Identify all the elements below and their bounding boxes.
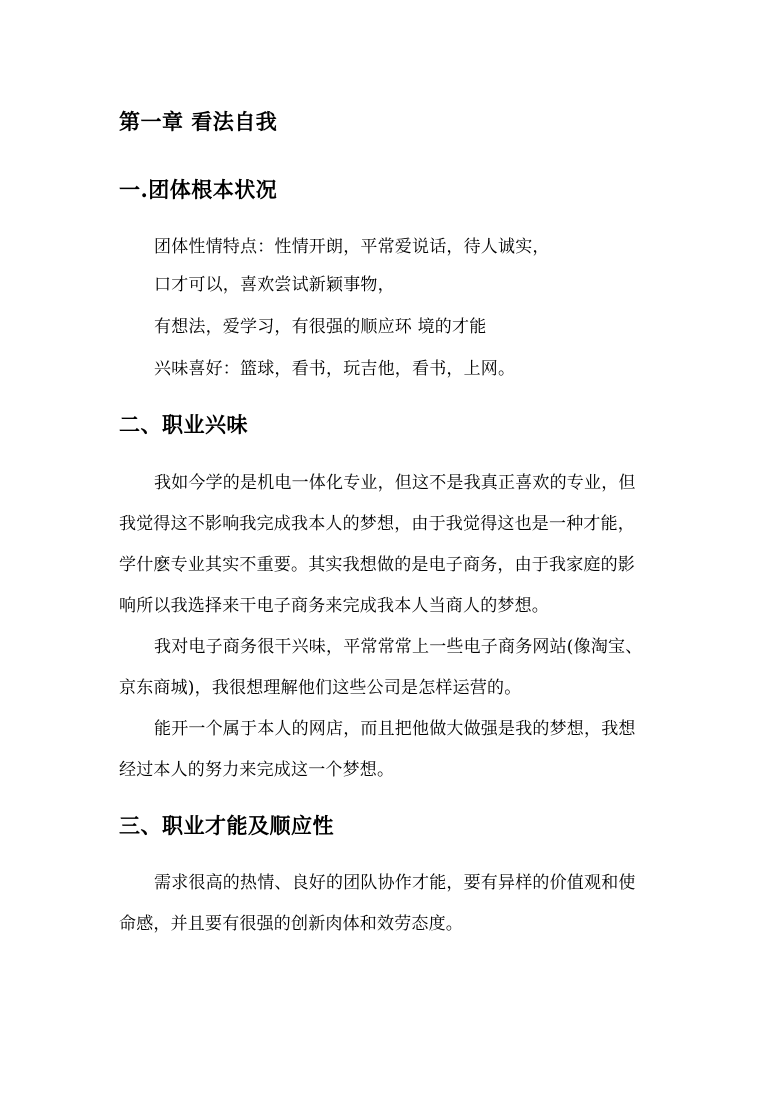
section-heading-basic-info: 一.团体根本状况 xyxy=(119,177,278,202)
section1-line: 兴味喜好：篮球，看书，玩吉他，看书，上网。 xyxy=(154,359,516,379)
paragraph-line: 经过本人的努力来完成这一个梦想。 xyxy=(119,760,395,780)
paragraph-line: 学什麽专业其实不重要。其实我想做的是电子商务，由于我家庭的影 xyxy=(119,555,635,575)
section1-line: 口才可以，喜欢尝试新颖事物， xyxy=(154,275,395,295)
paragraph-line: 我对电子商务很干兴味，平常常常上一些电子商务网站(像淘宝、 xyxy=(154,637,643,657)
paragraph-line: 我如今学的是机电一体化专业，但这不是我真正喜欢的专业，但 xyxy=(154,473,636,493)
section1-line: 团体性情特点：性情开朗，平常爱说话，待人诚实， xyxy=(154,237,550,257)
paragraph-line: 能开一个属于本人的网店，而且把他做大做强是我的梦想，我想 xyxy=(154,719,636,739)
paragraph-line: 需求很高的热情、良好的团队协作才能，要有异样的价值观和使 xyxy=(154,873,636,893)
section-heading-career-ability: 三、职业才能及顺应性 xyxy=(119,813,334,838)
paragraph-line: 命感，并且要有很强的创新肉体和效劳态度。 xyxy=(119,914,463,934)
paragraph-line: 响所以我选择来干电子商务来完成我本人当商人的梦想。 xyxy=(119,596,549,616)
paragraph-line: 京东商城)，我很想理解他们这些公司是怎样运营的。 xyxy=(119,678,522,698)
section1-line: 有想法，爱学习，有很强的顺应环 境的才能 xyxy=(154,317,487,337)
paragraph-line: 我觉得这不影响我完成我本人的梦想，由于我觉得这也是一种才能， xyxy=(119,514,635,534)
chapter-title: 第一章 看法自我 xyxy=(119,109,278,134)
section-heading-career-interest: 二、职业兴味 xyxy=(119,412,248,437)
